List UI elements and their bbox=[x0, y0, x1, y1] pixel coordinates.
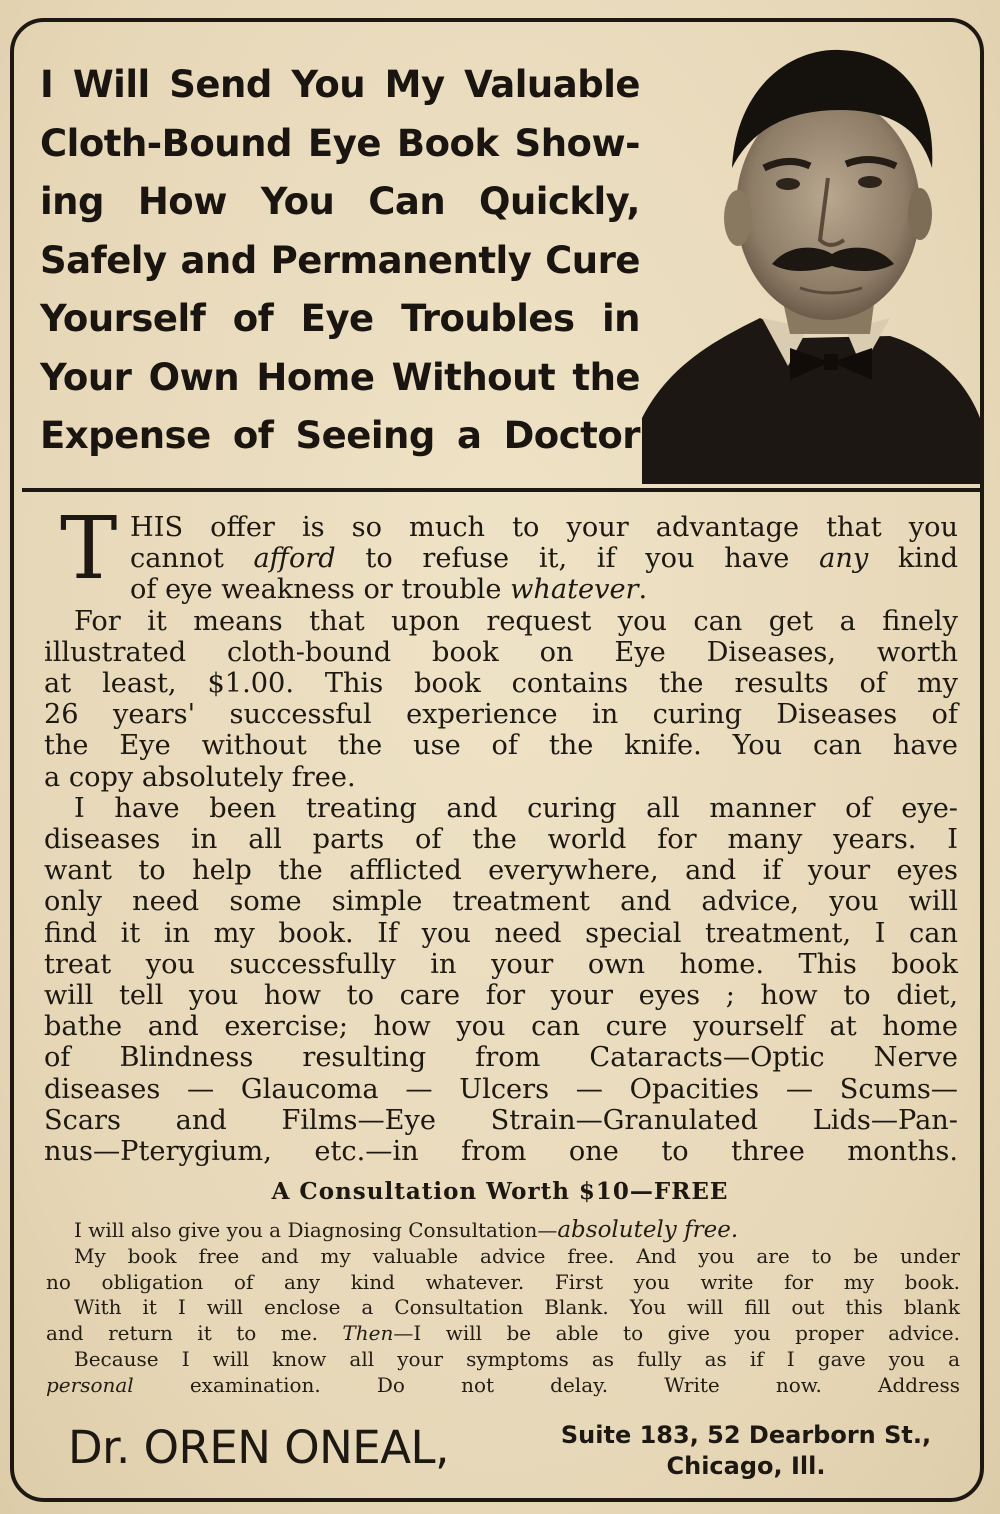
body-line: I have been treating and curing all manner of eye- bbox=[74, 792, 958, 824]
headline-line: I Will Send You My Valuable bbox=[40, 63, 640, 106]
body-line: nus—Pterygium, etc.—in from one to three months. bbox=[44, 1136, 958, 1168]
body-line: will tell you how to care for your eyes ; how to diet, bbox=[44, 980, 958, 1012]
body-line: HIS offer is so much to your advantage that you bbox=[130, 512, 958, 543]
consultation-line: Because I will know all your symptoms as fully as if I gave you a bbox=[74, 1346, 960, 1371]
body-line: the Eye without the use of the knife. You can have bbox=[44, 730, 958, 762]
body-line: bathe and exercise; how you can cure yourself at home bbox=[44, 1011, 958, 1043]
mailing-address bbox=[548, 1420, 944, 1482]
consultation-line: personal examination. Do not delay. Write now. Address bbox=[46, 1372, 960, 1397]
body-line: cannot afford to refuse it, if you have any kind bbox=[130, 543, 958, 575]
body-line: find it in my book. If you need special treatment, I can bbox=[44, 917, 958, 949]
consultation-line: My book free and my valuable advice free. And you are to be under bbox=[74, 1243, 960, 1268]
address-line: Suite 183, 52 Dearborn St., bbox=[560, 1421, 932, 1449]
body-line: only need some simple treatment and advice, you will bbox=[44, 886, 958, 918]
body-line: a copy absolutely free. bbox=[44, 761, 356, 793]
consultation-line: With it I will enclose a Consultation Blank. You will fill out this blank bbox=[74, 1295, 960, 1320]
headline-line: ing How You Can Quickly, bbox=[40, 180, 640, 223]
headline-line: Cloth-Bound Eye Book Show- bbox=[40, 121, 640, 165]
headline-line: Safely and Permanently Cure bbox=[40, 238, 640, 282]
body-line: at least, $1.00. This book contains the results of my bbox=[44, 668, 958, 700]
consultation-line: and return it to me. Then—I will be able to give you proper advice. bbox=[46, 1321, 960, 1346]
headline-line: Your Own Home Without the bbox=[40, 355, 640, 399]
body-line: of eye weakness or trouble whatever. bbox=[130, 574, 648, 606]
doctor-name: Dr. OREN ONEAL, bbox=[68, 1421, 449, 1474]
body-line: treat you successfully in your own home. This book bbox=[44, 948, 958, 980]
consultation-line: no obligation of any kind whatever. First you write for my book. bbox=[46, 1269, 960, 1294]
headline-line: Expense of Seeing a Doctor bbox=[40, 414, 640, 457]
drop-cap: T bbox=[60, 499, 118, 599]
headline bbox=[40, 56, 640, 466]
body-line: illustrated cloth-bound book on Eye Diseases, worth bbox=[44, 636, 958, 668]
consultation-text bbox=[46, 1218, 960, 1399]
section-divider bbox=[22, 488, 982, 492]
body-text bbox=[44, 499, 958, 1168]
body-line: want to help the afflicted everywhere, and if your eyes bbox=[44, 855, 958, 887]
headline-line: Yourself of Eye Troubles in bbox=[40, 297, 640, 340]
body-line: of Blindness resulting from Cataracts—Optic Nerve bbox=[44, 1042, 958, 1074]
doctor-portrait bbox=[640, 18, 982, 484]
consultation-line: I will also give you a Diagnosing Consultation—absolutely free. bbox=[74, 1217, 739, 1243]
consultation-heading: A Consultation Worth $10—FREE bbox=[271, 1178, 729, 1205]
body-line: 26 years' successful experience in curing Diseases of bbox=[44, 699, 958, 731]
body-line: For it means that upon request you can get a finely bbox=[74, 605, 958, 637]
body-line: diseases in all parts of the world for many years. I bbox=[44, 824, 958, 856]
body-line: diseases — Glaucoma — Ulcers — Opacities — Scums— bbox=[44, 1073, 958, 1105]
body-line: Scars and Films—Eye Strain—Granulated Lids—Pan- bbox=[44, 1104, 958, 1136]
address-line: Chicago, Ill. bbox=[666, 1452, 826, 1480]
